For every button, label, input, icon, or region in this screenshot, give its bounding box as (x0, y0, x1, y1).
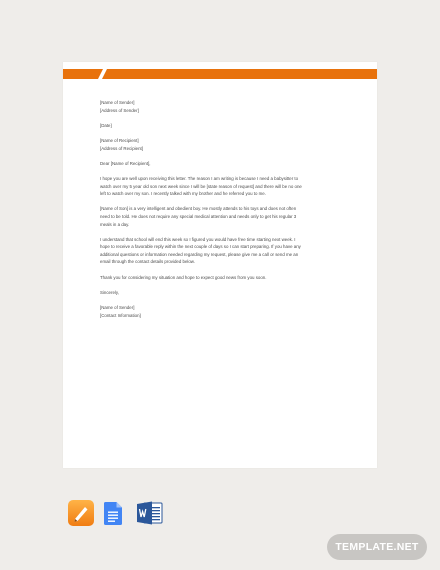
closing (100, 289, 348, 297)
signature-block (100, 304, 348, 319)
sender-block (100, 99, 348, 114)
recipient-block (100, 137, 348, 152)
date-block (100, 122, 348, 130)
text-line: [Contact Information] (100, 312, 141, 318)
paragraph-son (100, 205, 348, 228)
text-line: left to watch over my son. I recently talked with my brother and he referred you to me. (100, 191, 266, 197)
text-line: meals in a day. (100, 221, 130, 227)
paragraph-intro (100, 175, 348, 198)
template-net-logo[interactable]: TEMPLATE.NET (327, 534, 427, 560)
pages-icon[interactable] (68, 500, 94, 531)
salutation (100, 160, 348, 168)
text-line: [Name of Recipient] (100, 137, 139, 143)
paragraph-schedule (100, 236, 348, 266)
word-icon[interactable] (137, 501, 163, 530)
text-line: email through the contact details provided below. (100, 259, 195, 265)
text-line: Thank you for considering my situation and hope to expect good news from you soon. (100, 274, 267, 280)
text-line: [Name of Son] is a very intelligent and obedient boy. He mostly attends to his toys and does not often (100, 206, 297, 212)
text-line: additional questions or information needed regarding my request, please give me a call or send me an (100, 251, 299, 257)
text-line: Dear [Name of Recipient], (100, 160, 151, 166)
text-line: [Address of Recipient] (100, 145, 143, 151)
text-line: [Address of Sender] (100, 107, 139, 113)
text-line: Sincerely, (100, 289, 119, 295)
letter-body (100, 99, 348, 319)
text-line: hope to receive a favorable reply within the next couple of days so I can start preparing. If you have any (100, 244, 301, 250)
document-page (63, 62, 377, 468)
text-line: I hope you are well upon receiving this letter. The reason I am writing is because I need a babysitter to (100, 175, 299, 181)
paragraph-thanks (100, 274, 348, 282)
text-line: [Date] (100, 122, 112, 128)
text-line: I understand that school will end this week so I figured you would have free time starting next week. I (100, 236, 296, 242)
text-line: [Name of Sender] (100, 305, 135, 311)
text-line: need to be told. He does not require any special medical attention and needs only to get his regular 3 (100, 213, 297, 219)
google-docs-icon[interactable] (104, 502, 122, 530)
text-line: [Name of Sender] (100, 100, 135, 105)
header-accent-bar (63, 69, 377, 79)
text-line: watch over my 5 year old son next week since I will be [state reason of request] and there will be no one (100, 183, 302, 189)
